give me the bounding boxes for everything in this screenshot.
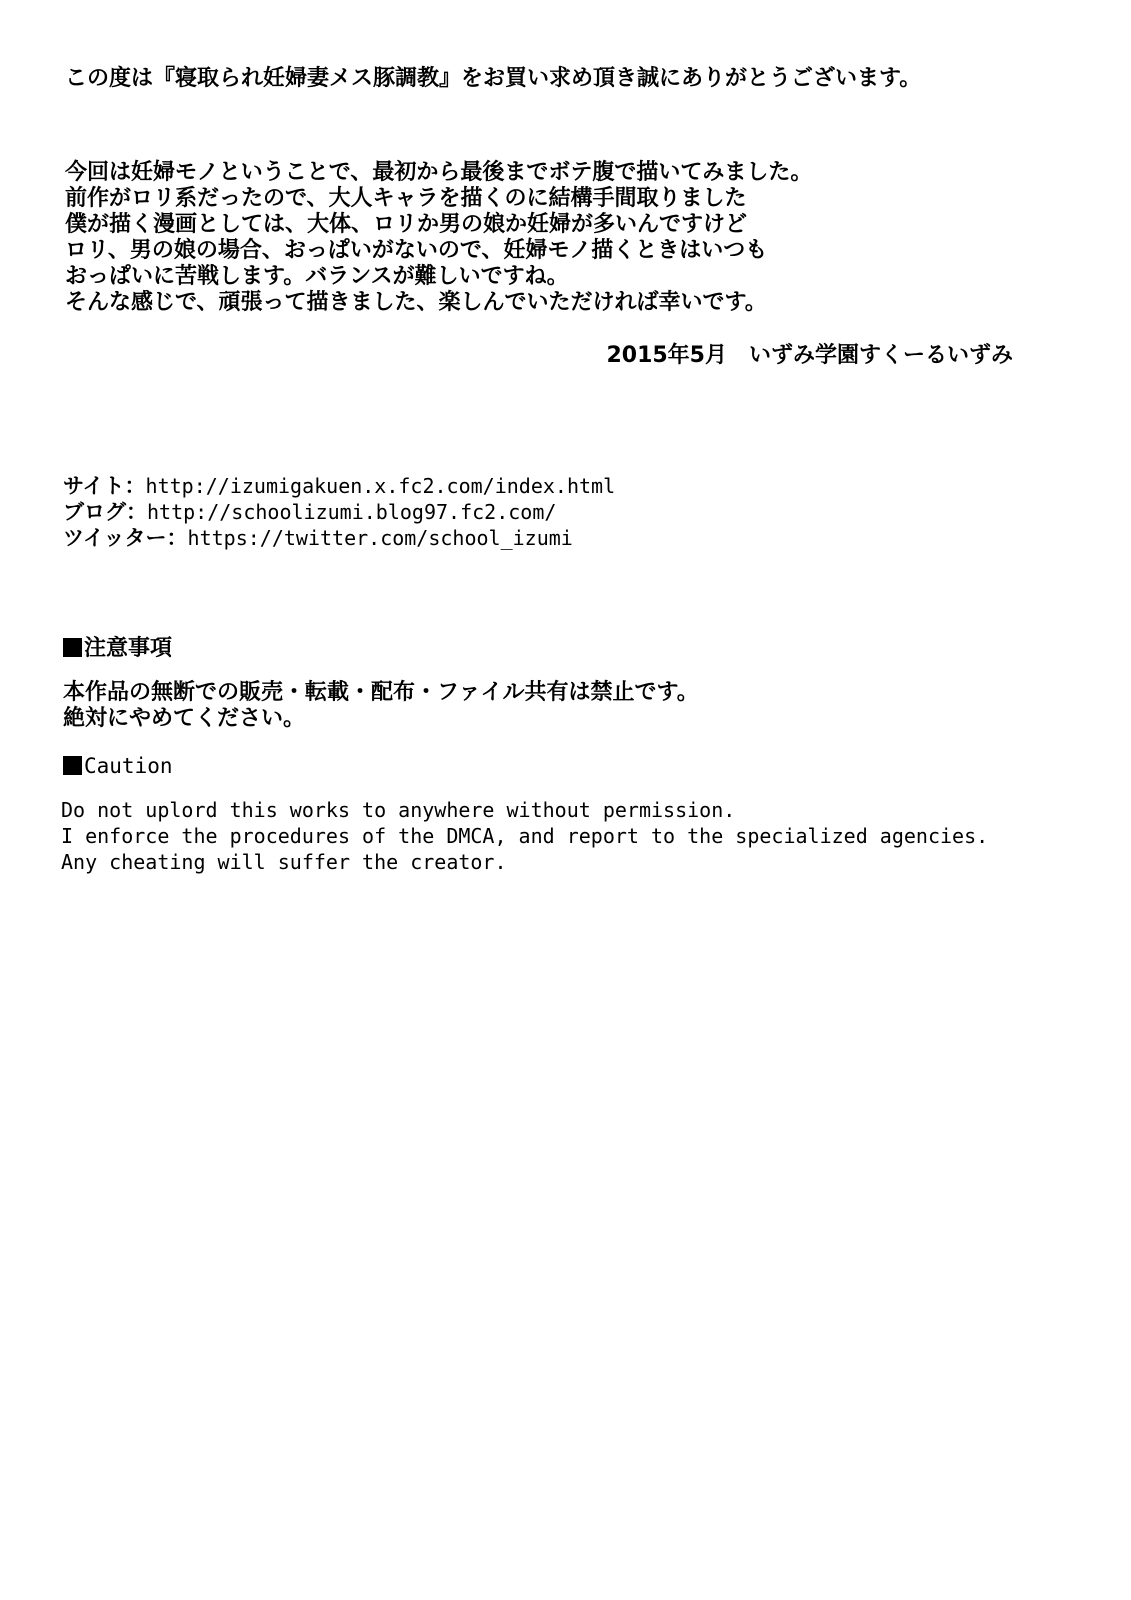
body-line: おっぱいに苦戦します。バランスが難しいですね。 xyxy=(65,264,569,289)
link-url: https://twitter.com/school_izumi xyxy=(187,526,573,550)
caution-line: Any cheating will suffer the creator. xyxy=(61,850,507,874)
link-label: サイト： xyxy=(63,474,146,498)
notice-line: 本作品の無断での販売・転載・配布・ファイル共有は禁止です。 xyxy=(63,680,699,705)
link-site xyxy=(63,473,615,499)
body-line: 僕が描く漫画としては、大体、ロリか男の娘か妊婦が多いんですけど xyxy=(65,212,748,237)
square-bullet-icon xyxy=(63,638,82,657)
caution-heading xyxy=(63,753,173,779)
link-url: http://schoolizumi.blog97.fc2.com/ xyxy=(147,500,557,524)
intro-text: この度は『寝取られ妊婦妻メス豚調教』をお買い求め頂き誠にありがとうございます。 xyxy=(65,66,922,91)
body-line: そんな感じで、頑張って描きました、楽しんでいただければ幸いです。 xyxy=(65,290,767,315)
signature: 2015年5月 いずみ学園すくーるいずみ xyxy=(606,343,1013,368)
square-bullet-icon xyxy=(63,756,82,775)
afterword-body xyxy=(65,160,1065,316)
caution-line: Do not uplord this works to anywhere without permission. xyxy=(61,798,736,822)
links-list xyxy=(63,473,615,551)
body-line: 今回は妊婦モノということで、最初から最後までボテ腹で描いてみました。 xyxy=(65,160,813,185)
caution-heading-text: Caution xyxy=(84,754,173,778)
notice-body xyxy=(63,680,699,732)
link-twitter xyxy=(63,525,615,551)
caution-line: I enforce the procedures of the DMCA, and report to the specialized agencies. xyxy=(61,824,989,848)
link-label: ブログ： xyxy=(63,500,147,524)
link-blog xyxy=(63,499,615,525)
body-line: ロリ、男の娘の場合、おっぱいがないので、妊婦モノ描くときはいつも xyxy=(65,238,768,263)
caution-body xyxy=(61,797,988,875)
link-url: http://izumigakuen.x.fc2.com/index.html xyxy=(145,474,616,498)
notice-heading xyxy=(63,636,172,662)
link-label: ツイッター： xyxy=(63,526,188,550)
body-line: 前作がロリ系だったので、大人キャラを描くのに結構手間取りました xyxy=(65,186,747,211)
notice-line: 絶対にやめてください。 xyxy=(63,706,306,731)
notice-heading-text: 注意事項 xyxy=(84,636,173,661)
